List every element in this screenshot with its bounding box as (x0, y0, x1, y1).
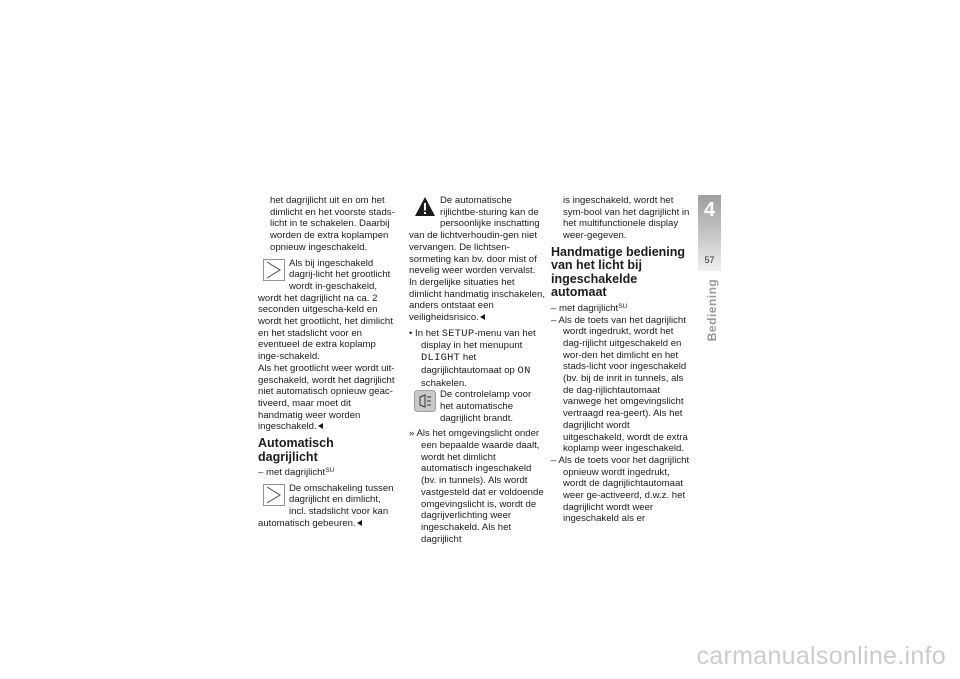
end-marker-icon (357, 520, 362, 526)
paragraph: Als het grootlicht weer wordt uit-geschakeld, wordt het dagrijlicht niet automatisch opnieuw geac-tiveerd, maar moet dit handmatig weer worden ingeschakeld. (258, 362, 395, 433)
page-number: 57 (704, 255, 715, 265)
menu-value-code: ON (517, 364, 531, 377)
indicator-block (409, 389, 547, 424)
section-heading: Handmatige bediening van het licht bij ingeschakelde automaat (551, 244, 686, 300)
option-code: SU (618, 302, 628, 310)
warning-icon (414, 196, 436, 218)
end-marker-icon (318, 423, 323, 429)
list-item: – Als de toets voor het dagrijlicht opnieuw wordt ingedrukt, wordt de dagrijlichtautomaat weer ge-activeerd, d.w.z. het dagrijlicht wordt weer ingeschakeld als er (551, 454, 690, 525)
section-heading: Automatisch dagrijlicht (258, 436, 334, 464)
note-block (258, 258, 396, 363)
instruction-bullet: • In het SETUP-menu van het display in het menupunt DLIGHT het dagrijlichtautomaat op ON schakelen. (409, 327, 536, 389)
note-text: De omschakeling tussen dagrijlicht en dimlicht, incl. stadslicht voor kan automatisch gebeuren. (258, 482, 394, 529)
list-item: – Als de toets van het dagrijlicht wordt ingedrukt, wordt het dag-rijlicht uitgeschakeld en wor-den het dimlicht en het stads-licht voor ingeschakeld (bv. bij de inrit in tunnels, als de dag-rijlichtautomaat vanwege het omgevingslicht vertraagd rea-geert). Als het dagrijlicht wordt uitgeschakeld, wordt de extra koplamp weer ingeschakeld. (551, 314, 688, 455)
column-3 (551, 195, 691, 525)
option-code: SU (325, 467, 335, 475)
note-block (258, 483, 396, 530)
column-2 (409, 195, 547, 545)
paragraph: het dagrijlicht uit en om het dimlicht en het voorste stads-licht in te schakelen. Daarbij worden de extra koplampen opnieuw ingeschakeld. (270, 195, 395, 253)
paragraph: is ingeschakeld, wordt het sym-bool van het dagrijlicht in het multifunctionele display weer-gegeven. (563, 195, 690, 242)
option-line: – met dagrijlicht$^{SU}$ (551, 302, 628, 314)
chapter-number: 4 (703, 199, 716, 221)
note-text: Als bij ingeschakeld dagrij-licht het grootlicht wordt in-geschakeld, wordt het dagrijlicht na ca. 2 seconden uitgescha-keld en wordt het grootlicht, het dimlicht en het stadslicht voor en eventueel de extra koplamp inge-schakeld. (258, 257, 393, 363)
section-sidebar-label: Bediening (705, 278, 719, 342)
watermark: carmanualsonline.info (696, 642, 946, 670)
end-marker-icon (480, 314, 485, 320)
column-1 (258, 195, 396, 530)
note-icon (263, 484, 285, 506)
warning-text: De automatische rijlichtbe-sturing kan de persoonlijke inschatting van de lichtverhoudin-gen niet vervangen. De lichtsen-sormeting kan bv. door mist of nevelig weer worden vervalst. (409, 195, 540, 277)
auto-daylight-indicator-icon (414, 390, 436, 412)
chapter-tab (698, 195, 721, 271)
indicator-text: De controlelamp voor het automatische dagrijlicht brandt. (440, 389, 532, 424)
note-icon (263, 259, 285, 281)
menu-code: SETUP (441, 327, 475, 340)
warning-block (409, 195, 547, 277)
option-line: – met dagrijlicht$^{SU}$ (258, 467, 335, 479)
menu-item-code: DLIGHT (421, 352, 461, 365)
paragraph: In dergelijke situaties het dimlicht handmatig inschakelen, anders ontstaat een veiligheidsrisico. (409, 276, 545, 324)
result-text: » Als het omgevingslicht onder een bepaalde waarde daalt, wordt het dimlicht automatisch ingeschakeld (bv. in tunnels). Als wordt vastgesteld dat er voldoende omgevingslicht is, wordt de dagrijverlichting weer ingeschakeld. Als het dagrijlicht (409, 428, 544, 545)
